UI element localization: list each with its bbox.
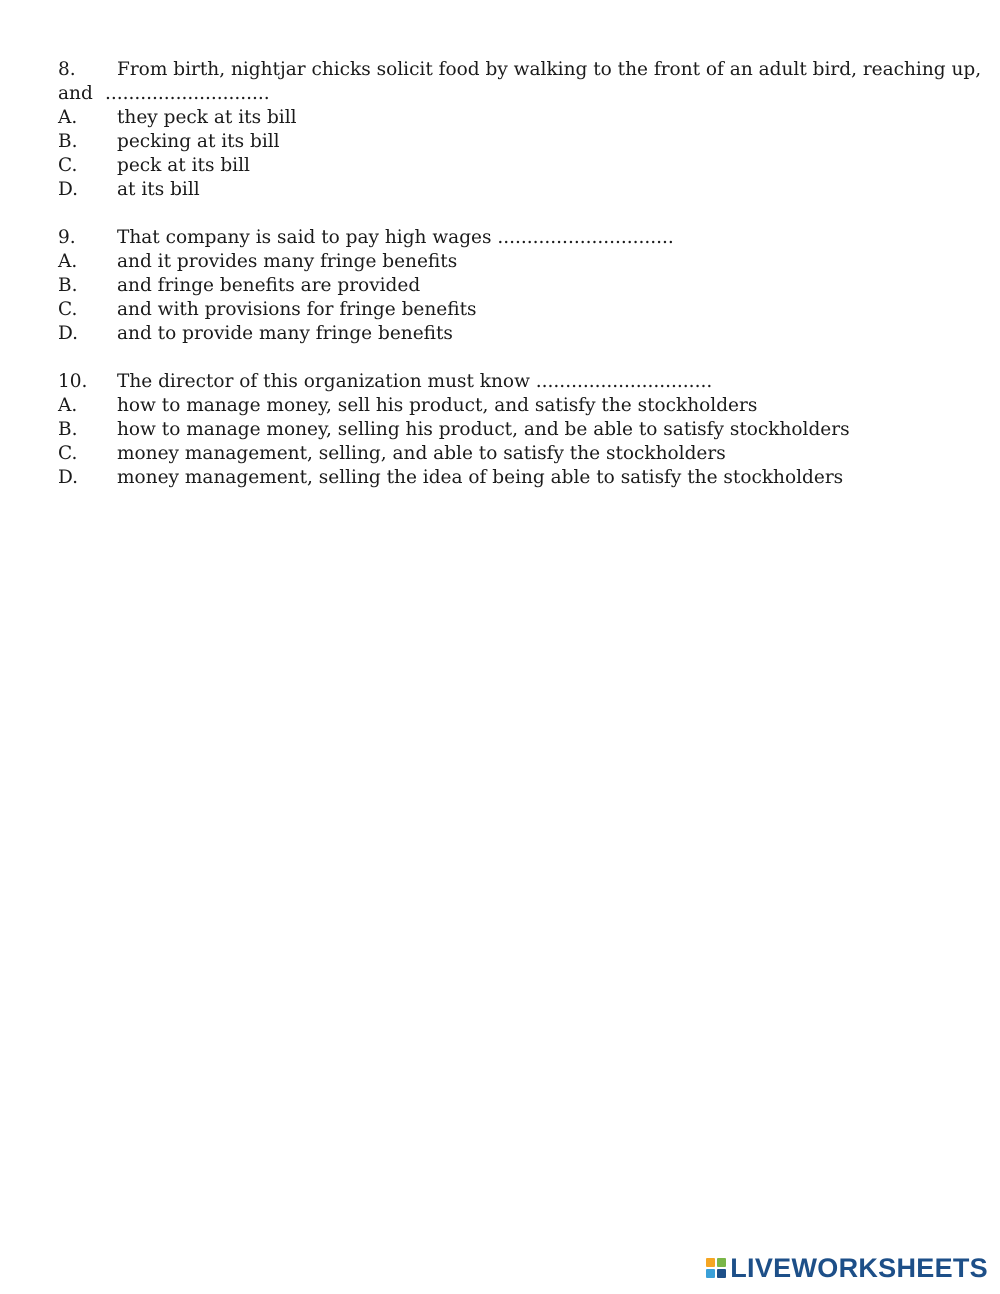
- answer-option-d[interactable]: [58, 466, 958, 490]
- option-letter: B.: [58, 275, 78, 296]
- question-text: From birth, nightjar chicks solicit food by walking to the front of an adult bird, reaching up,: [117, 59, 982, 80]
- logo-tile: [717, 1269, 726, 1278]
- question-10: [58, 370, 958, 490]
- answer-option-a[interactable]: [58, 394, 958, 418]
- answer-option-c[interactable]: [58, 442, 958, 466]
- option-letter: D.: [58, 323, 79, 344]
- logo-tile: [717, 1258, 726, 1267]
- question-text: The director of this organization must know ..............................: [117, 371, 713, 392]
- option-letter: C.: [58, 155, 78, 176]
- question-number: 9.: [58, 227, 76, 248]
- option-text: peck at its bill: [117, 155, 250, 176]
- option-text: pecking at its bill: [117, 131, 280, 152]
- question-stem: [58, 58, 982, 82]
- answer-option-b[interactable]: [58, 418, 958, 442]
- option-text: they peck at its bill: [117, 107, 297, 128]
- option-letter: C.: [58, 299, 78, 320]
- option-letter: A.: [58, 251, 78, 272]
- option-text: and it provides many fringe benefits: [117, 251, 458, 272]
- option-text: and fringe benefits are provided: [117, 275, 421, 296]
- question-text: That company is said to pay high wages ..............................: [117, 227, 674, 248]
- option-text: money management, selling, and able to satisfy the stockholders: [117, 443, 726, 464]
- answer-option-a[interactable]: [58, 250, 958, 274]
- answer-option-b[interactable]: [58, 130, 958, 154]
- option-text: and with provisions for fringe benefits: [117, 299, 477, 320]
- option-letter: D.: [58, 179, 79, 200]
- answer-option-b[interactable]: [58, 274, 958, 298]
- liveworksheets-logo[interactable]: [706, 1254, 988, 1282]
- answer-option-d[interactable]: [58, 178, 958, 202]
- answer-option-c[interactable]: [58, 298, 958, 322]
- question-stem-cont-word: and: [58, 83, 93, 104]
- option-letter: A.: [58, 395, 78, 416]
- worksheet: [58, 58, 982, 514]
- question-number: 8.: [58, 59, 76, 80]
- option-text: money management, selling the idea of being able to satisfy the stockholders: [117, 467, 844, 488]
- question-8: [58, 58, 982, 202]
- option-text: and to provide many fringe benefits: [117, 323, 453, 344]
- answer-blank: ............................: [105, 83, 270, 104]
- option-letter: C.: [58, 443, 78, 464]
- option-letter: B.: [58, 419, 78, 440]
- answer-option-c[interactable]: [58, 154, 958, 178]
- answer-option-d[interactable]: [58, 322, 958, 346]
- option-letter: D.: [58, 467, 79, 488]
- question-number: 10.: [58, 371, 88, 392]
- liveworksheets-logo-icon: [706, 1258, 726, 1278]
- question-stem: [58, 370, 958, 394]
- answer-option-a[interactable]: [58, 106, 958, 130]
- question-stem-continuation: [58, 82, 958, 106]
- brand-name: LIVEWORKSHEETS: [730, 1253, 988, 1283]
- option-letter: A.: [58, 107, 78, 128]
- option-letter: B.: [58, 131, 78, 152]
- option-text: how to manage money, sell his product, and satisfy the stockholders: [117, 395, 758, 416]
- logo-tile: [706, 1269, 715, 1278]
- question-9: [58, 226, 958, 346]
- option-text: at its bill: [117, 179, 200, 200]
- option-text: how to manage money, selling his product, and be able to satisfy stockholders: [117, 419, 850, 440]
- logo-tile: [706, 1258, 715, 1267]
- question-stem: [58, 226, 958, 250]
